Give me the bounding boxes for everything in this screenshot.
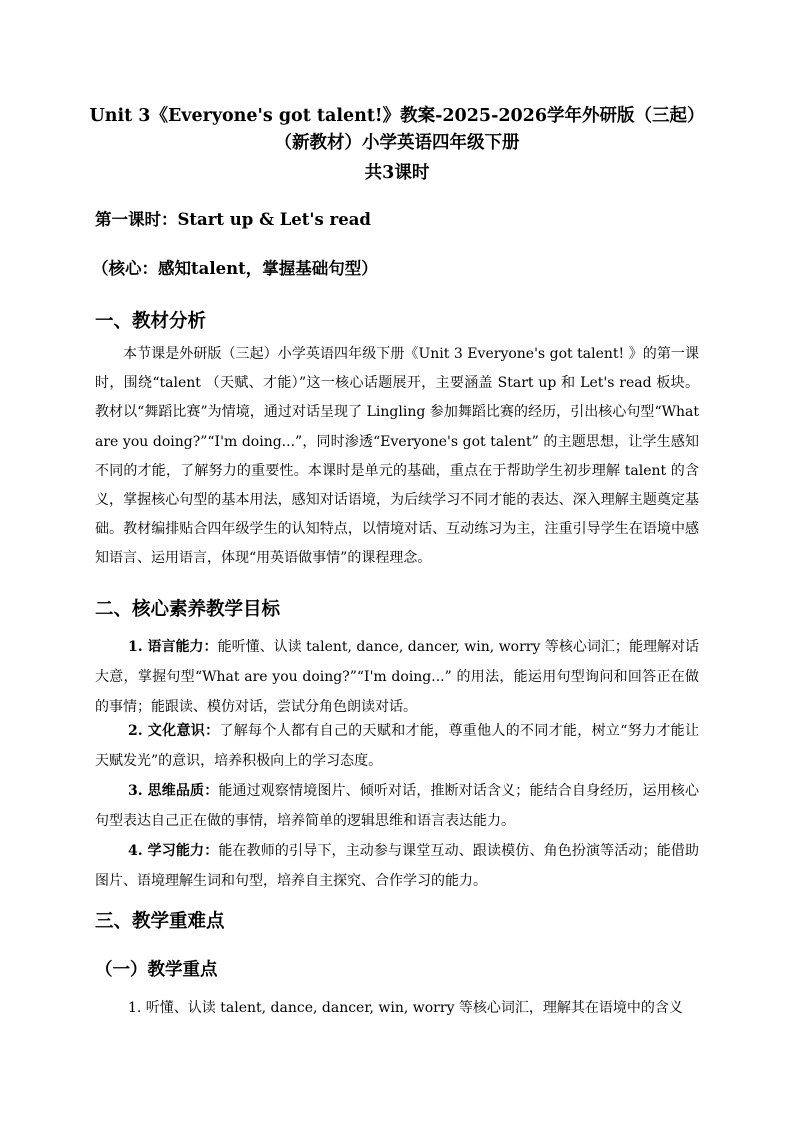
document-title-line-2: （新教材）小学英语四年级下册 xyxy=(274,133,520,153)
subsection-heading-key-points: （一）教学重点 xyxy=(95,960,218,980)
document-title-line-1: Unit 3《Everyone's got talent!》教案-2025-2026学年外研版（三起） xyxy=(89,106,705,126)
document-title-line-3: 共3课时 xyxy=(364,163,430,183)
textbook-analysis-paragraph: 本节课是外研版（三起）小学英语四年级下册《Unit 3 Everyone's got talent! 》的第一课时，围绕“talent （天赋、才能）”这一核心话题展开，主要涵盖 Start up 和 Let's read 板块。教材以“舞蹈比赛”为情境，通过对话呈现了 Lingling 参加舞蹈比赛的经历，引出核心句型“What are you doing?”“I'm doing...”，同时渗透“Everyone's got talent” 的主题思想，让学生感知不同的才能，了解努力的重要性。本课时是单元的基础，重点在于帮助学生初步理解 talent 的含义，掌握核心句型的基本用法，感知对话语境，为后续学习不同才能的表达、深入理解主题奠定基础。教材编排贴合四年级学生的认知特点，以情境对话、互动练习为主，注重引导学生在语境中感知语言、运用语言，体现“用英语做事情”的课程理念。 xyxy=(95,346,699,567)
goal-label: 1. 语言能力： xyxy=(128,639,218,655)
key-point-item: 1. 听懂、认读 talent, dance, dancer, win, worry 等核心词汇，理解其在语境中的含义 xyxy=(128,1000,683,1016)
goal-item-language xyxy=(95,632,699,722)
goal-label: 3. 思维品质： xyxy=(128,783,219,799)
goal-item-learning xyxy=(95,836,699,896)
goal-label: 2. 文化意识： xyxy=(128,723,220,739)
goal-text: 能听懂、认读 talent, dance, dancer, win, worry 等核心词汇；能理解对话大意，掌握句型“What are you doing?”“I'm doing...” 的用法，能运用句型询问和回答正在做的事情；能跟读、模仿对话，尝试分角色朗读对话。 xyxy=(95,639,699,715)
goal-label: 4. 学习能力： xyxy=(128,843,219,859)
goal-text: 能在教师的引导下，主动参与课堂互动、跟读模仿、角色扮演等活动；能借助图片、语境理解生词和句型，培养自主探究、合作学习的能力。 xyxy=(95,843,699,889)
section-heading-key-difficult-points: 三、教学重难点 xyxy=(95,911,225,932)
goal-item-culture xyxy=(95,716,699,776)
section-heading-teaching-goals: 二、核心素养教学目标 xyxy=(95,599,281,620)
section-heading-textbook-analysis: 一、教材分析 xyxy=(95,311,207,332)
lesson-heading: 第一课时：Start up & Let's read xyxy=(95,210,371,229)
goal-text: 了解每个人都有自己的天赋和才能，尊重他人的不同才能，树立“努力才能让天赋发光”的意识，培养积极向上的学习态度。 xyxy=(95,723,699,769)
goal-item-thinking xyxy=(95,776,699,836)
core-note: （核心：感知talent，掌握基础句型） xyxy=(92,259,378,278)
goal-text: 能通过观察情境图片、倾听对话，推断对话含义；能结合自身经历，运用核心句型表达自己正在做的事情，培养简单的逻辑思维和语言表达能力。 xyxy=(95,783,699,829)
